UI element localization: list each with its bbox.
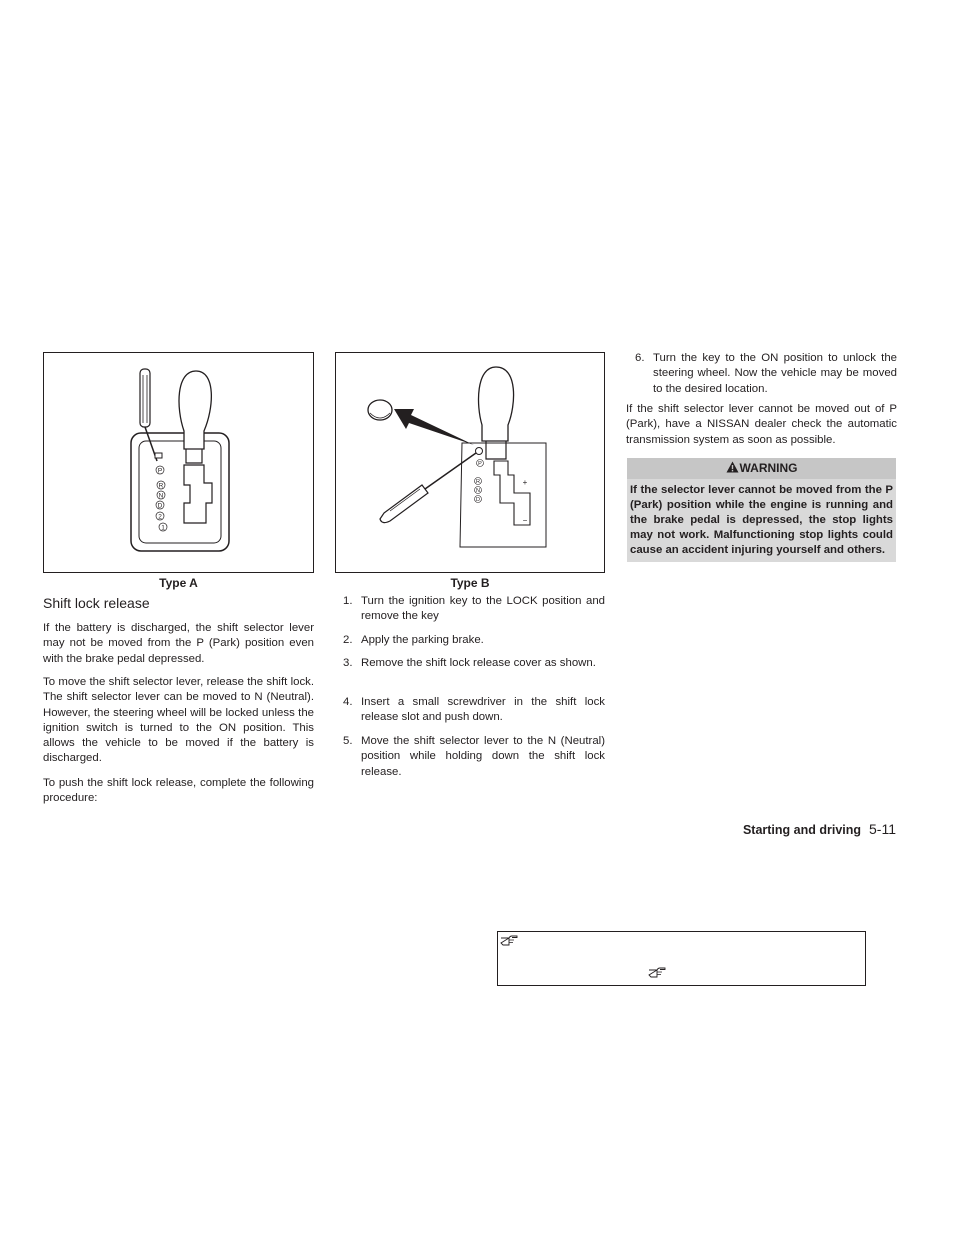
figure-type-a bbox=[43, 352, 314, 573]
page-footer bbox=[600, 821, 896, 839]
shift-lever-type-b-illustration bbox=[336, 353, 604, 572]
gate-label-n: N bbox=[158, 492, 164, 500]
pointing-hand-icon bbox=[500, 935, 518, 947]
step-number: 4. bbox=[343, 696, 353, 708]
pointing-hand-icon bbox=[648, 967, 666, 979]
intro-paragraph-2: To move the shift selector lever, release the shift lock. The shift selector lever can be moved to N (Neutral). However, the steering wheel will be locked unless the ignition switch is turned to the ON position. This allows the vehicle to be moved if the battery is discharged. bbox=[43, 676, 314, 765]
warning-box bbox=[627, 458, 896, 562]
gate-label-d: D bbox=[157, 502, 163, 510]
step-text: Apply the parking brake. bbox=[361, 634, 484, 646]
caption-type-a: Type A bbox=[159, 576, 198, 590]
gate-label-1: 1 bbox=[161, 524, 165, 532]
shift-lever-type-a-illustration bbox=[44, 353, 313, 572]
step-number: 5. bbox=[343, 735, 353, 747]
warning-title: WARNING bbox=[739, 461, 798, 475]
intro-paragraph-3: To push the shift lock release, complete the following procedure: bbox=[43, 777, 314, 805]
intro-paragraph-1: If the battery is discharged, the shift selector lever may not be moved from the P (Park) position even with the brake pedal depressed. bbox=[43, 622, 314, 665]
gate-label-d: D bbox=[476, 497, 480, 503]
warning-triangle-icon bbox=[726, 461, 739, 473]
step-number: 6. bbox=[635, 352, 645, 364]
gate-label-n: N bbox=[476, 488, 480, 494]
note-box bbox=[497, 931, 866, 986]
gate-label-r: R bbox=[476, 479, 480, 485]
gate-label-r: R bbox=[158, 482, 164, 490]
warning-header bbox=[627, 458, 896, 479]
step-text: Insert a small screwdriver in the shift lock release slot and push down. bbox=[361, 696, 605, 724]
step-number: 2. bbox=[343, 634, 353, 646]
caption-type-b: Type B bbox=[450, 576, 490, 590]
step-text: Move the shift selector lever to the N (Neutral) position while holding down the shift lock release. bbox=[361, 735, 605, 778]
figure-type-b bbox=[335, 352, 605, 573]
gate-label-plus: + bbox=[522, 478, 528, 487]
step-number: 1. bbox=[343, 595, 353, 607]
gate-label-p: P bbox=[478, 461, 482, 467]
footer-page-number: 5-11 bbox=[869, 821, 896, 837]
step-text: Turn the ignition key to the LOCK position and remove the key bbox=[361, 595, 605, 623]
gate-label-minus: − bbox=[522, 516, 528, 525]
step-text: Turn the key to the ON position to unlock the steering wheel. Now the vehicle may be moved to the desired location. bbox=[653, 352, 897, 395]
after-steps-paragraph: If the shift selector lever cannot be moved out of P (Park), have a NISSAN dealer check the automatic transmission system as soon as possible. bbox=[626, 403, 897, 446]
step-text: Remove the shift lock release cover as shown. bbox=[361, 657, 596, 669]
gate-label-p: P bbox=[157, 467, 163, 475]
gate-label-2: 2 bbox=[158, 513, 162, 521]
step-number: 3. bbox=[343, 657, 353, 669]
footer-section-title: Starting and driving bbox=[742, 823, 862, 837]
section-title: Shift lock release bbox=[43, 595, 150, 611]
warning-body: If the selector lever cannot be moved from the P (Park) position while the engine is running and the brake pedal is depressed, the stop lights may not work. Malfunctioning stop lights could cause an accident injuring yourself and others. bbox=[627, 479, 896, 562]
